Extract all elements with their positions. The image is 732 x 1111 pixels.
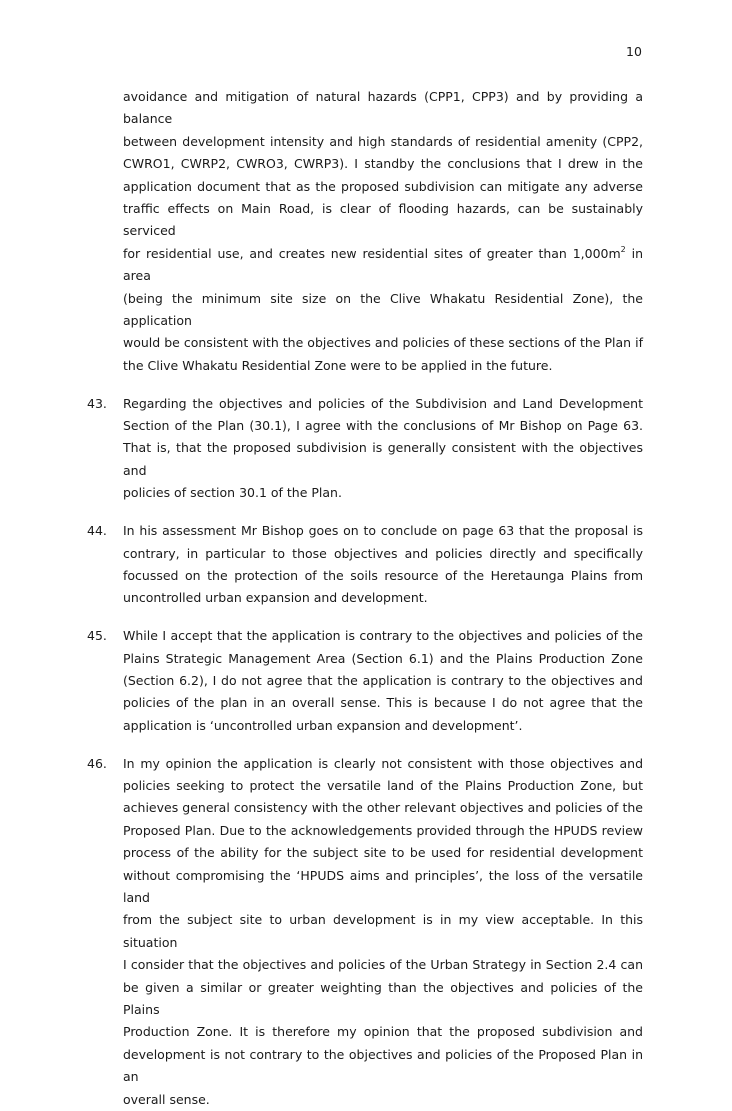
text-line: CWRO1, CWRP2, CWRO3, CWRP3). I standby the conclusions that I drew in the: [123, 156, 643, 172]
text-line: While I accept that the application is contrary to the objectives and policies of the: [123, 628, 643, 644]
text-line: without compromising the ‘HPUDS aims and principles’, the loss of the versatile land: [123, 867, 643, 905]
text-line: be given a similar or greater weighting than the objectives and policies of the Plains: [123, 979, 643, 1017]
text-line: In his assessment Mr Bishop goes on to conclude on page 63 that the proposal is: [123, 523, 643, 539]
text-line: focussed on the protection of the soils resource of the Heretaunga Plains from: [123, 567, 643, 583]
text-line: achieves general consistency with the other relevant objectives and policies of the: [123, 800, 643, 816]
text-line: development is not contrary to the objectives and policies of the Proposed Plan in an: [123, 1046, 643, 1085]
text-line: the Clive Whakatu Residential Zone were to be applied in the future.: [123, 357, 553, 373]
text-line: Section of the Plan (30.1), I agree with the conclusions of Mr Bishop on Page 63.: [123, 418, 643, 434]
document-body: [87, 86, 643, 1111]
paragraph-text: [123, 86, 643, 377]
paragraph-number: 45.: [87, 628, 107, 644]
text-line: Proposed Plan. Due to the acknowledgements provided through the HPUDS review: [123, 822, 643, 838]
paragraph-number: 46.: [87, 755, 107, 771]
text-line: from the subject site to urban development is in my view acceptable. In this situation: [123, 912, 643, 950]
paragraph-text: [123, 753, 643, 1111]
paragraph-42-continuation: [87, 86, 643, 377]
text-line: (Section 6.2), I do not agree that the application is contrary to the objectives and: [123, 672, 643, 688]
paragraph-text: [123, 625, 643, 737]
text-line: application is ‘uncontrolled urban expansion and development’.: [123, 717, 523, 733]
page-number: 10: [626, 44, 642, 59]
text-line: policies of the plan in an overall sense. This is because I do not agree that the: [123, 695, 643, 711]
text-line: application document that as the proposed subdivision can mitigate any adverse: [123, 178, 643, 194]
text-line: policies of section 30.1 of the Plan.: [123, 485, 342, 501]
superscript: 2: [620, 244, 626, 254]
text-line: Regarding the objectives and policies of the Subdivision and Land Development: [123, 395, 643, 411]
text-line: avoidance and mitigation of natural hazards (CPP1, CPP3) and by providing a balance: [123, 89, 643, 127]
text-line-with-superscript: [123, 243, 643, 288]
paragraph-44: [87, 520, 643, 610]
text-fragment: for residential use, and creates new residential sites of greater than 1,000m: [123, 245, 621, 261]
paragraph-text: [123, 393, 643, 505]
text-line: overall sense.: [123, 1091, 210, 1107]
text-line: In my opinion the application is clearly not consistent with those objectives and: [123, 755, 643, 771]
text-line: Plains Strategic Management Area (Section 6.1) and the Plains Production Zone: [123, 650, 643, 666]
text-line: Production Zone. It is therefore my opinion that the proposed subdivision and: [123, 1024, 643, 1040]
text-line: traffic effects on Main Road, is clear of flooding hazards, can be sustainably serviced: [123, 201, 643, 239]
paragraph-43: [87, 393, 643, 505]
text-line: policies seeking to protect the versatile land of the Plains Production Zone, but: [123, 777, 643, 793]
text-line: uncontrolled urban expansion and development.: [123, 590, 428, 606]
text-line: (being the minimum site size on the Clive Whakatu Residential Zone), the application: [123, 290, 643, 329]
text-line: I consider that the objectives and policies of the Urban Strategy in Section 2.4 can: [123, 957, 643, 973]
paragraph-number: 44.: [87, 523, 107, 539]
text-line: between development intensity and high standards of residential amenity (CPP2,: [123, 133, 643, 149]
paragraph-46: [87, 753, 643, 1111]
text-line: would be consistent with the objectives and policies of these sections of the Plan if: [123, 335, 643, 351]
text-fragment: in area: [123, 245, 643, 284]
text-line: contrary, in particular to those objectives and policies directly and specifically: [123, 545, 643, 561]
paragraph-number: 43.: [87, 395, 107, 411]
text-line: process of the ability for the subject site to be used for residential development: [123, 845, 643, 861]
text-line: That is, that the proposed subdivision is generally consistent with the objectives and: [123, 440, 643, 478]
paragraph-45: [87, 625, 643, 737]
paragraph-text: [123, 520, 643, 610]
